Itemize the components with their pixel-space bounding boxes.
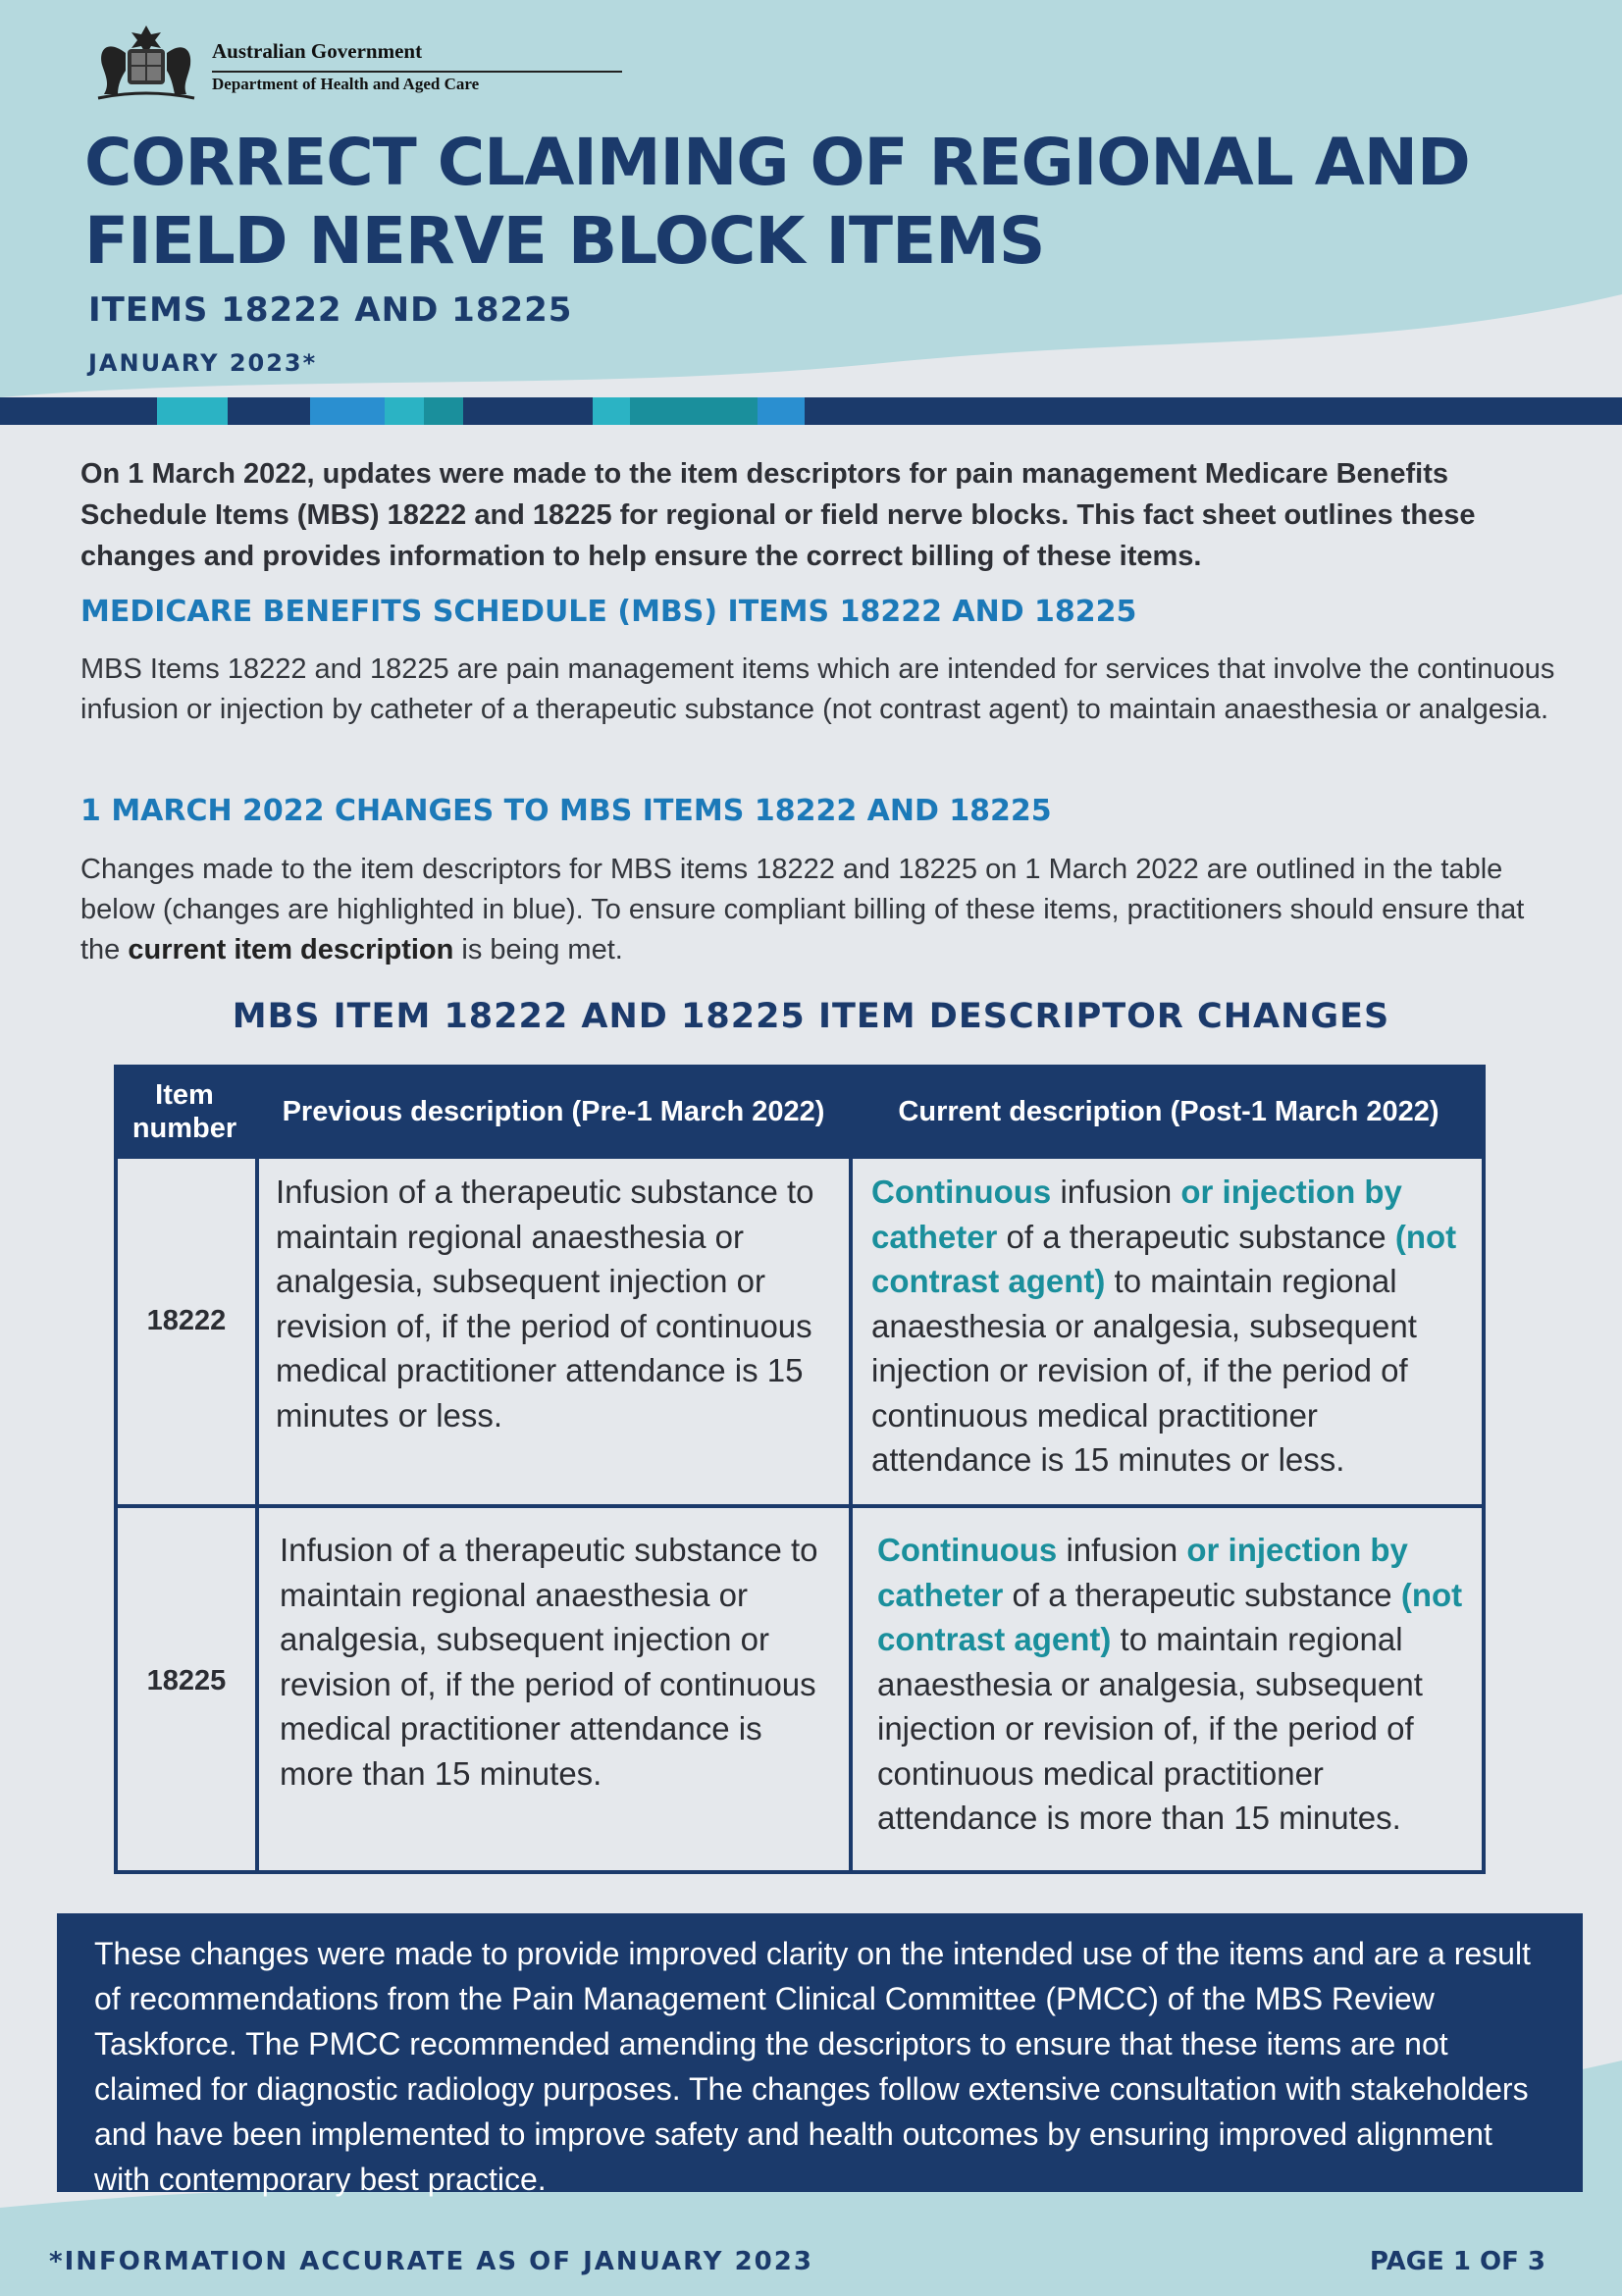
table-border-right xyxy=(1482,1159,1486,1874)
callout-text: These changes were made to provide improved clarity on the intended use of the items and are a result of recommendations from the Pain Management Clinical Committee (PMCC) of the MBS Review Taskforce. The PMCC recommended amending the descriptors to ensure that these items are not claimed for diagnostic radiology purposes. The changes follow extensive consultation with stakeholders and have been implemented to improve safety and health outcomes by ensuring improved alignment with contemporary best practice. xyxy=(94,1936,1531,2197)
previous-description-18222: Infusion of a therapeutic substance to maintain regional anaesthesia or analgesia, subsequent injection or revision of, if the period of continuous medical practitioner attendance is 15 minutes or less. xyxy=(276,1174,814,1434)
page-number: PAGE 1 OF 3 xyxy=(1369,2247,1545,2276)
table-divider-2 xyxy=(849,1159,853,1874)
logo-divider xyxy=(212,71,622,73)
decorative-stripe xyxy=(0,397,1622,425)
section-heading-mbs: MEDICARE BENEFITS SCHEDULE (MBS) ITEMS 18222 AND 18225 xyxy=(80,595,1137,629)
coat-of-arms-icon xyxy=(88,20,204,102)
department-name: Department of Health and Aged Care xyxy=(212,75,480,93)
government-name: Australian Government xyxy=(212,39,423,63)
current-description-18225: Continuous infusion or injection by catheter of a therapeutic substance (not contrast agent) to maintain regional anaesthesia or analgesia, subsequent injection or revision of, if the period of continuous medical practitioner attendance is more than 15 minutes. xyxy=(877,1532,1463,1836)
column-header-previous: Previous description (Pre-1 March 2022) xyxy=(282,1096,825,1127)
current-description-18222: Continuous infusion or injection by catheter of a therapeutic substance (not contrast agent) to maintain regional anaesthesia or analgesia, subsequent injection or revision of, if the period of continuous medical practitioner attendance is 15 minutes or less. xyxy=(871,1174,1457,1478)
section-body-changes: Changes made to the item descriptors for MBS items 18222 and 18225 on 1 March 2022 are outlined in the table below (changes are highlighted in blue). To ensure compliant billing of these items, practitioners should ensure that the current item description is being met. xyxy=(80,854,1525,965)
column-header-item-number: Item number xyxy=(131,1079,237,1144)
item-number-18222: 18222 xyxy=(146,1305,227,1336)
table-divider-1 xyxy=(255,1159,259,1874)
footer-note: *INFORMATION ACCURATE AS OF JANUARY 2023 xyxy=(49,2247,813,2276)
intro-paragraph: On 1 March 2022, updates were made to the item descriptors for pain management Medicare Benefits Schedule Items (MBS) 18222 and 18225 for regional or field nerve blocks. This fact sheet outlines these changes and provides information to help ensure the correct billing of these items. xyxy=(80,458,1476,572)
descriptor-changes-table xyxy=(114,1065,1486,1874)
page-title: CORRECT CLAIMING OF REGIONAL AND FIELD NERVE BLOCK ITEMS xyxy=(84,125,1470,279)
section-body-mbs: MBS Items 18222 and 18225 are pain management items which are intended for services that involve the continuous infusion or injection by catheter of a therapeutic substance (not contrast agent) to maintain anaesthesia or analgesia. xyxy=(80,653,1555,725)
table-border-bottom xyxy=(114,1870,1486,1874)
table-row-divider xyxy=(114,1504,1486,1508)
column-header-current: Current description (Post-1 March 2022) xyxy=(898,1096,1439,1127)
table-title: MBS ITEM 18222 AND 18225 ITEM DESCRIPTOR CHANGES xyxy=(232,997,1390,1036)
government-logo xyxy=(88,20,549,108)
section-heading-changes: 1 MARCH 2022 CHANGES TO MBS ITEMS 18222 AND 18225 xyxy=(80,794,1052,828)
table-border-left xyxy=(114,1159,118,1874)
previous-description-18225: Infusion of a therapeutic substance to maintain regional anaesthesia or analgesia, subsequent injection or revision of, if the period of continuous medical practitioner attendance is more than 15 minutes. xyxy=(280,1532,818,1792)
callout-box xyxy=(57,1913,1583,2197)
current-description-emphasis: current item description xyxy=(128,934,454,965)
item-number-18225: 18225 xyxy=(146,1665,227,1696)
publication-date: JANUARY 2023* xyxy=(88,349,318,377)
page-subtitle: ITEMS 18222 AND 18225 xyxy=(88,290,573,330)
